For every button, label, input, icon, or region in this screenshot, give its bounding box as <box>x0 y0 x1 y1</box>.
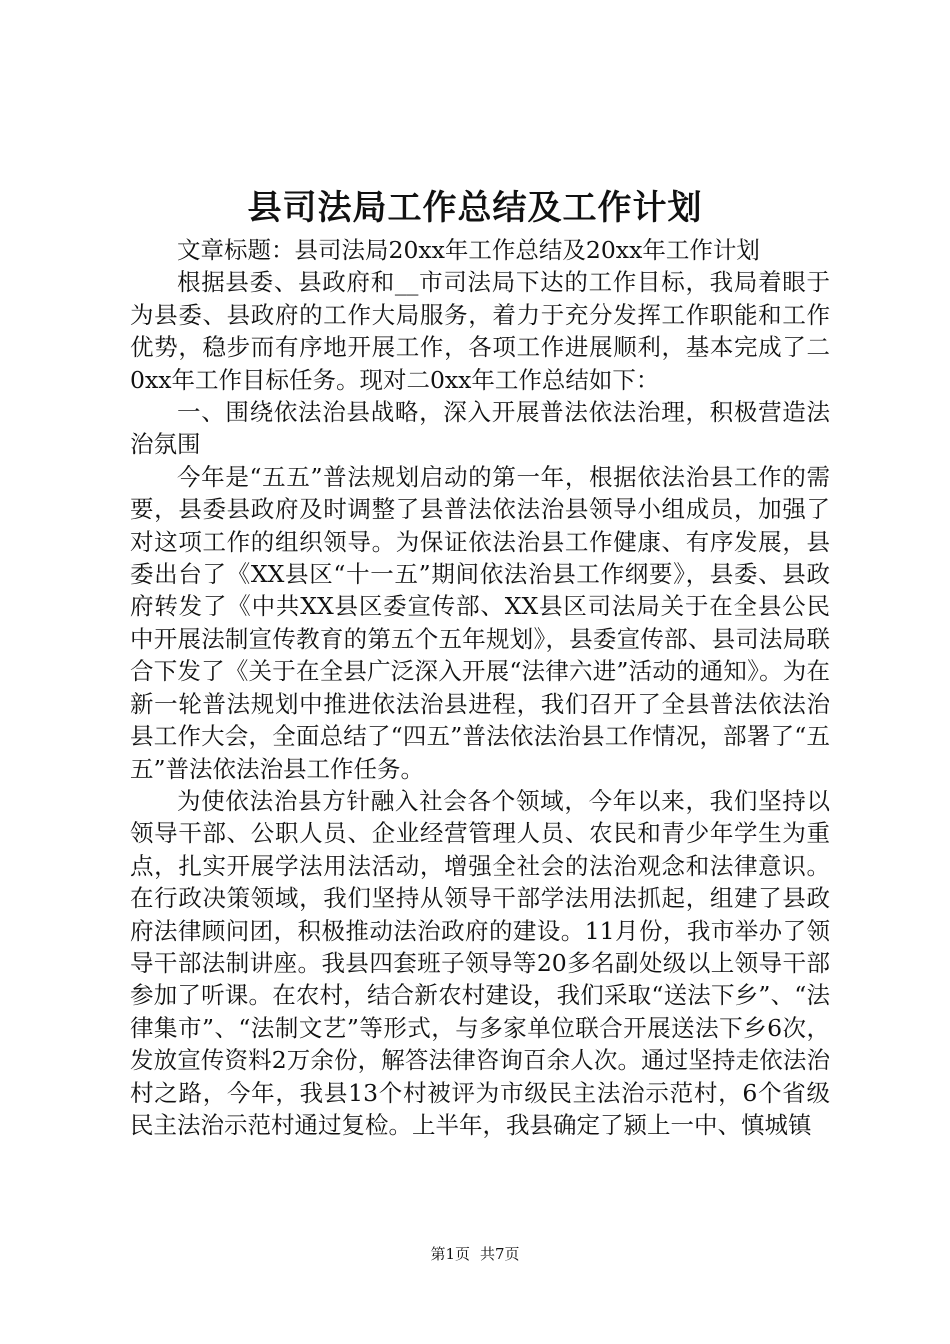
page-number: 第1页 <box>430 1245 470 1263</box>
document-body <box>130 234 830 1141</box>
page-footer <box>0 1244 950 1264</box>
article-title-line: 文章标题：县司法局20xx年工作总结及20xx年工作计划 <box>177 236 760 264</box>
section-heading: 一、围绕依法治县战略，深入开展普法依法治理，积极营造法治氛围 <box>130 398 830 459</box>
intro-paragraph: 根据县委、县政府和__市司法局下达的工作目标，我局着眼于为县委、县政府的工作大局服务，着力于充分发挥工作职能和工作优势，稳步而有序地开展工作，各项工作进展顺利，基本完成了二0xx年工作目标任务。现对二0xx年工作总结如下： <box>130 268 830 394</box>
page-total: 共7页 <box>480 1245 520 1263</box>
body-paragraph: 为使依法治县方针融入社会各个领域，今年以来，我们坚持以领导干部、公职人员、企业经营管理人员、农民和青少年学生为重点，扎实开展学法用法活动，增强全社会的法治观念和法律意识。在行政决策领域，我们坚持从领导干部学法用法抓起，组建了县政府法律顾问团，积极推动法治政府的建设。11月份，我市举办了领导干部法制讲座。我县四套班子领导等20多名副处级以上领导干部参加了听课。在农村，结合新农村建设，我们采取“送法下乡”、“法律集市”、“法制文艺”等形式，与多家单位联合开展送法下乡6次，发放宣传资料2万余份，解答法律咨询百余人次。通过坚持走依法治村之路，今年，我县13个村被评为市级民主法治示范村，6个省级民主法治示范村通过复检。上半年，我县确定了颍上一中、慎城镇 <box>130 786 830 1139</box>
body-paragraph: 今年是“五五”普法规划启动的第一年，根据依法治县工作的需要，县委县政府及时调整了县普法依法治县领导小组成员，加强了对这项工作的组织领导。为保证依法治县工作健康、有序发展，县委出台了《XX县区“十一五”期间依法治县工作纲要》，县委、县政府转发了《中共XX县区委宣传部、XX县区司法局关于在全县公民中开展法制宣传教育的第五个五年规划》，县委宣传部、县司法局联合下发了《关于在全县广泛深入开展“法律六进”活动的通知》。为在新一轮普法规划中推进依法治县进程，我们召开了全县普法依法治县工作大会，全面总结了“四五”普法依法治县工作情况，部署了“五五”普法依法治县工作任务。 <box>130 462 830 783</box>
document-title: 县司法局工作总结及工作计划 <box>247 188 703 228</box>
